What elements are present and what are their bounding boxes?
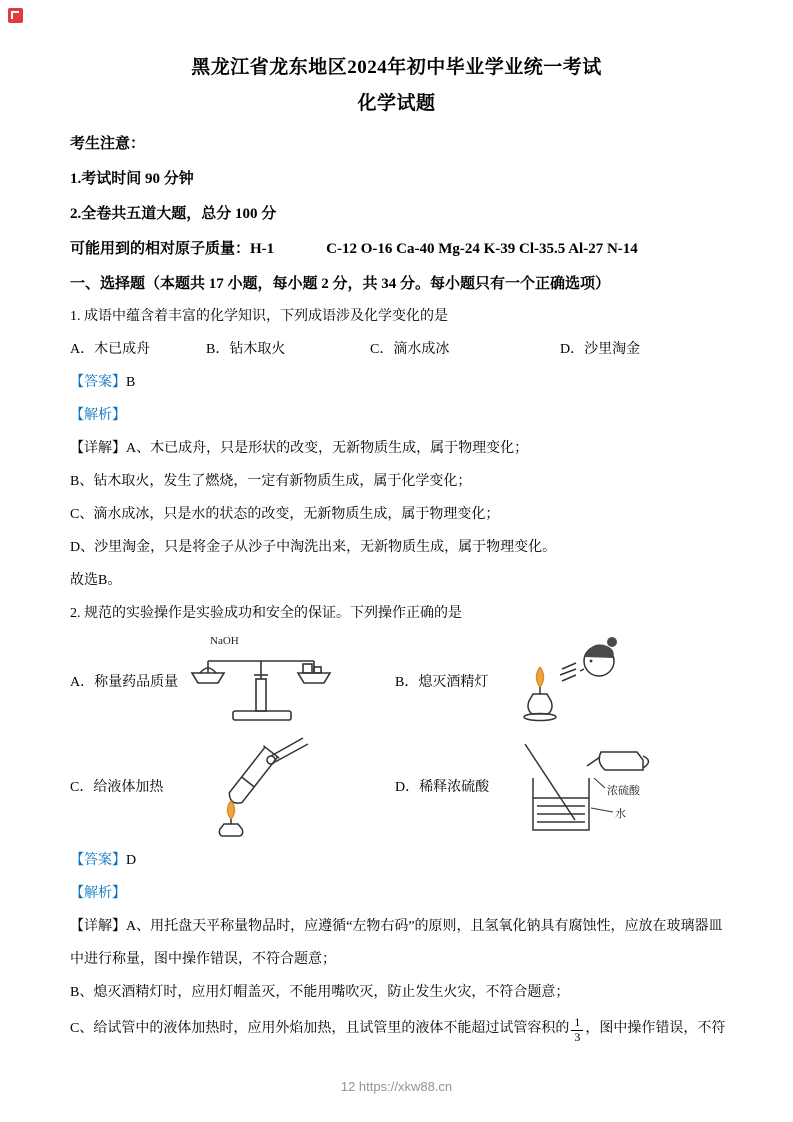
q2-option-d-label: D．稀释浓硫酸 [395,779,490,795]
q1-detail-line: 【详解】A、木已成舟，只是形状的改变，无新物质生成，属于物理变化； [70,441,529,456]
exam-subtitle: 化学试题 [357,93,436,114]
exam-title: 黑龙江省龙东地区2024年初中毕业学业统一考试 [191,57,602,78]
q2-figure-grid [70,628,723,838]
atomic-mass-label: 可能用到的相对原子质量：H-1 [70,241,275,257]
q2-detail-line: B、熄灭酒精灯时，应用灯帽盖灭，不能用嘴吹灭，防止发生火灾，不符合题意； [70,985,570,1000]
notice-line-2: 2.全卷共五道大题，总分 100 分 [70,206,277,222]
q1-option-d: D．沙里淘金 [560,342,641,357]
q2-option-b-label: B．熄灭酒精灯 [395,674,489,690]
atomic-mass-line [70,239,723,259]
q2-answer-value: D [126,853,137,868]
q1-analysis-label: 【解析】 [70,408,126,423]
q1-detail-line: C、滴水成冰，只是水的状态的改变，无新物质生成，属于物理变化； [70,507,500,522]
q1-options-row [70,340,723,360]
water-label: 水 [615,807,627,820]
atomic-mass-values: C-12 O-16 Ca-40 Mg-24 K-39 Cl-35.5 Al-27 N-14 [326,241,638,257]
q1-conclusion: 故选B。 [70,573,122,588]
notice-line-1: 1.考试时间 90 分钟 [70,171,194,187]
blow-lamp-illustration [496,631,636,731]
q2-answer-label: 【答案】 [70,853,126,868]
naoh-label: NaOH [210,634,239,647]
balance-illustration [186,631,336,731]
q2-option-c-label: C．给液体加热 [70,779,164,795]
q2-detail-line-c: C、给试管中的液体加热时，应用外焰加热，且试管里的液体不能超过试管容积的 $\frac{1}{3}$ ，图中操作错误，不符 [70,1015,726,1044]
corner-logo-icon [8,8,23,23]
q2-option-a-cell [70,628,395,733]
q1-answer-value: B [126,375,136,390]
q1-detail-line: D、沙里淘金，只是将金子从沙子中淘洗出来，无新物质生成，属于物理变化。 [70,540,557,555]
q2-option-b-cell [395,628,723,733]
notice-heading: 考生注意： [70,136,146,152]
q2-option-c-cell [70,733,395,838]
q1-option-a: A．木已成舟 [70,342,151,357]
section-1-heading: 一、选择题（本题共 17 小题，每小题 2 分，共 34 分。每小题只有一个正确选项） [70,276,611,292]
acid-label: 浓硫酸 [607,784,641,797]
q2-option-a-label: A．称量药品质量 [70,674,179,690]
q2-detail-line: 中进行称量，图中操作错误，不符合题意； [70,952,336,967]
q1-answer-label: 【答案】 [70,375,126,390]
q1-option-c: C．滴水成冰 [370,342,450,357]
q1-detail-line: B、钻木取火，发生了燃烧，一定有新物质生成，属于化学变化； [70,474,472,489]
page-footer: 12 https://xkw88.cn [340,1079,453,1094]
q2-analysis-label: 【解析】 [70,886,126,901]
q2-answer-line [70,851,723,871]
one-third-fraction: $\frac{1}{3}$ [571,1016,583,1045]
dilute-acid-illustration [497,732,667,840]
q1-answer-line [70,373,723,393]
heating-liquid-illustration [171,733,321,838]
q1-option-b: B．钻木取火 [206,342,286,357]
q2-option-d-cell [395,733,723,838]
q1-stem: 1. 成语中蕴含着丰富的化学知识，下列成语涉及化学变化的是 [70,309,448,324]
q2-detail-line: 【详解】A、用托盘天平称量物品时，应遵循“左物右码”的原则，且氢氧化钠具有腐蚀性，应放在玻璃器皿 [70,919,723,934]
q2-stem: 2. 规范的实验操作是实验成功和安全的保证。下列操作正确的是 [70,606,462,621]
